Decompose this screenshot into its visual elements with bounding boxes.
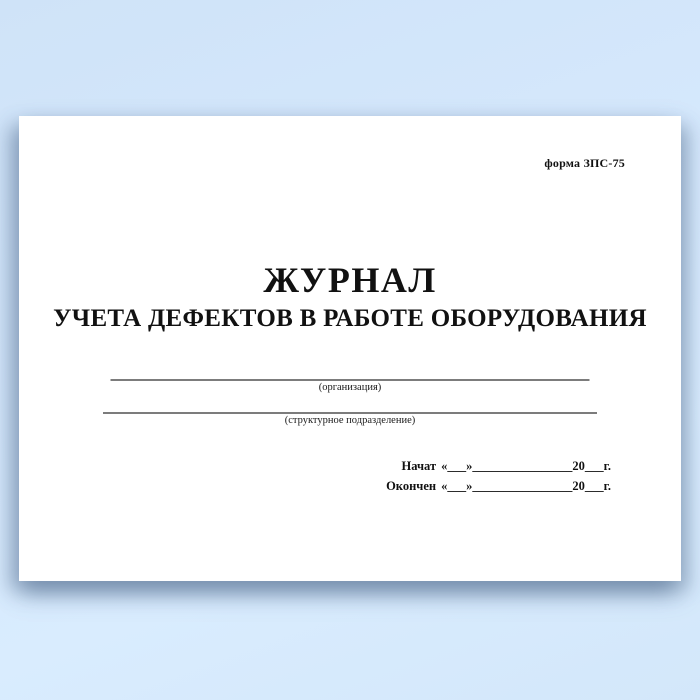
date-finished-value: «___»________________20___г. — [441, 479, 611, 493]
dates-block — [378, 456, 611, 496]
date-started-value: «___»________________20___г. — [441, 459, 611, 473]
date-started-label: Начат — [401, 459, 437, 473]
department-field — [103, 412, 597, 426]
journal-subtitle: УЧЕТА ДЕФЕКТОВ В РАБОТЕ ОБОРУДОВАНИЯ — [53, 305, 647, 332]
organization-caption: (организация) — [318, 382, 382, 393]
department-caption: (структурное подразделение) — [284, 415, 416, 426]
title-block — [19, 262, 681, 331]
journal-title: ЖУРНАЛ — [263, 260, 437, 300]
date-finished-row — [378, 476, 611, 496]
date-started-row — [378, 456, 611, 476]
form-code: форма ЗПС-75 — [544, 156, 625, 170]
organization-blank-line — [111, 379, 590, 381]
organization-field — [111, 379, 590, 393]
journal-cover-page — [19, 116, 681, 581]
date-finished-label: Окончен — [386, 479, 437, 493]
department-blank-line — [103, 412, 597, 414]
